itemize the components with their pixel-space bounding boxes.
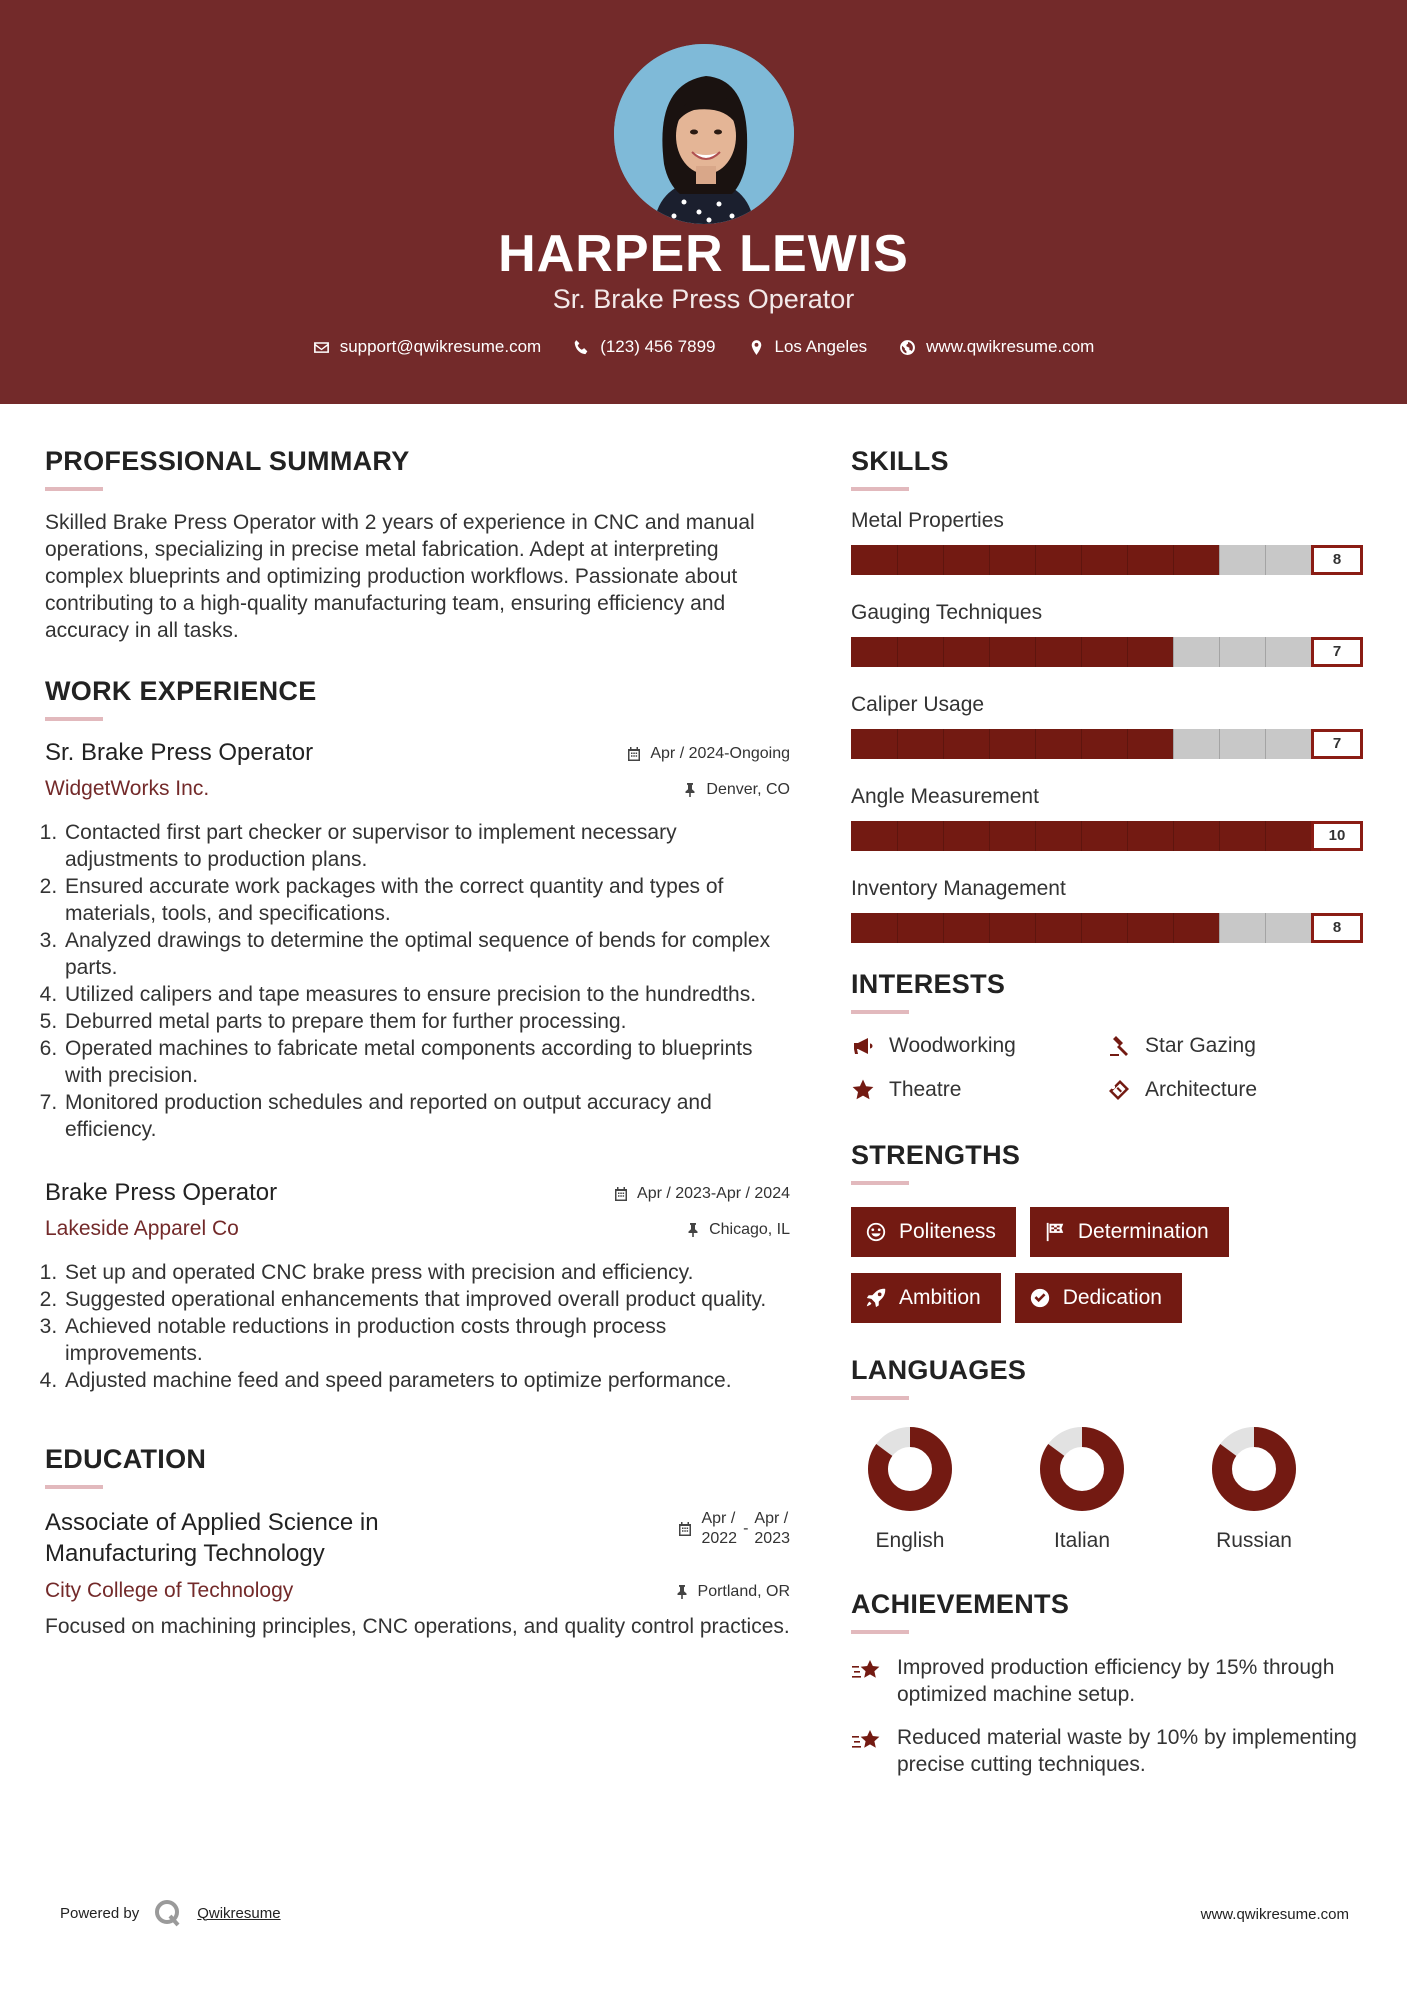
language-donut [867,1426,953,1512]
check-circle-icon [1029,1287,1051,1309]
skill-segment-divider [897,729,898,759]
skill-segment-divider [1035,637,1036,667]
skill-level: 7 [1311,637,1363,667]
interest-label: Theatre [889,1078,962,1101]
achievement-item [851,1654,1363,1708]
skill-segment-divider [989,729,990,759]
list-item: 2. Suggested operational enhancements that improved overall product quality. [63,1286,790,1313]
job-duties [45,1259,790,1394]
skill-level: 7 [1311,729,1363,759]
star-icon [851,1078,875,1102]
strength-tag [1015,1273,1182,1323]
job-company: Lakeside Apparel Co [45,1217,239,1240]
skill-segment-divider [1127,637,1128,667]
skill-segment-divider [1035,729,1036,759]
skill-fill [851,729,1173,759]
job-location [682,781,790,799]
skill-segment-divider [1173,637,1174,667]
skill-segment-divider [1081,821,1082,851]
list-item: 1. Set up and operated CNC brake press with precision and efficiency. [63,1259,790,1286]
contact-website[interactable] [899,337,1094,357]
language-item [1039,1426,1125,1553]
skill-name: Gauging Techniques [851,601,1043,624]
experience-heading: WORK EXPERIENCE [45,676,317,706]
skill-segment-divider [1173,821,1174,851]
education-date [677,1509,790,1549]
list-item: 4. Adjusted machine feed and speed parameters to optimize performance. [63,1367,790,1394]
skills-heading: SKILLS [851,446,949,476]
skill-fill [851,637,1173,667]
skill-segment-divider [1173,545,1174,575]
strengths-list [851,1207,1363,1323]
megaphone-icon [851,1034,875,1058]
job-date [626,745,790,763]
contact-bar [0,337,1407,357]
skill-name: Metal Properties [851,509,1004,532]
list-item: 5. Deburred metal parts to prepare them for further processing. [63,1008,790,1035]
skill-segment-divider [897,545,898,575]
skill-track [851,913,1311,943]
interest-label: Woodworking [889,1034,1016,1057]
skill-segment-divider [1265,913,1266,943]
calendar-icon [626,746,642,762]
job-location-text: Denver, CO [706,781,790,798]
job-entry [45,1179,790,1394]
experience-section [45,676,790,1394]
skill-segment-divider [1219,637,1220,667]
pushpin-icon [685,1222,701,1238]
skill-track [851,729,1311,759]
language-donut [1211,1426,1297,1512]
interests-list [851,1034,1363,1102]
calendar-icon [613,1186,629,1202]
education-section [45,1444,790,1640]
skill-level: 10 [1311,821,1363,851]
skill-segment-divider [897,913,898,943]
shooting-star-icon [851,1726,883,1756]
skill-segment-divider [1127,545,1128,575]
contact-phone[interactable] [573,337,715,357]
skill-bar [851,545,1363,575]
heading-underline [851,487,909,491]
education-heading: EDUCATION [45,1444,207,1474]
smiley-icon [865,1221,887,1243]
pushpin-icon [682,782,698,798]
powered-by-text: Powered by [60,1904,140,1922]
strength-label: Ambition [899,1286,981,1309]
achievement-text: Improved production efficiency by 15% through optimized machine setup. [897,1656,1335,1706]
contact-website-text: www.qwikresume.com [926,337,1095,356]
skill-bar [851,821,1363,851]
job-title: Sr. Brake Press Operator [45,739,314,766]
languages-heading: LANGUAGES [851,1355,1027,1385]
language-name: Russian [1216,1529,1292,1552]
achievements-heading: ACHIEVEMENTS [851,1589,1070,1619]
skill-name: Caliper Usage [851,693,985,716]
skill-segment-divider [943,545,944,575]
education-end-1: Apr / [754,1510,789,1527]
brand-link[interactable]: Qwikresume [197,1904,281,1922]
education-location [674,1583,790,1601]
skill-segment-divider [1081,729,1082,759]
skill-segment-divider [1081,637,1082,667]
skill-segment-divider [1127,729,1128,759]
language-item [1211,1426,1297,1553]
skill-segment-divider [1265,821,1266,851]
left-column [45,446,790,1640]
education-location-text: Portland, OR [697,1583,790,1600]
skill-bar [851,637,1363,667]
heading-underline [851,1630,909,1634]
languages-section [851,1355,1363,1553]
job-date-text: Apr / 2024-Ongoing [650,745,790,762]
skill-segment-divider [1127,913,1128,943]
language-name: English [875,1529,945,1552]
phone-icon [573,339,590,356]
list-item: 7. Monitored production schedules and reported on output accuracy and efficiency. [63,1089,790,1143]
skill-level: 8 [1311,913,1363,943]
strength-tag [851,1273,1001,1323]
heading-underline [45,1485,103,1489]
skill-segment-divider [943,821,944,851]
skill-segment-divider [989,821,990,851]
candidate-title: Sr. Brake Press Operator [552,284,855,314]
calendar-icon [677,1521,693,1537]
skill-bar [851,913,1363,943]
skill-item [851,785,1363,851]
skill-segment-divider [1081,913,1082,943]
qwikresume-logo-icon [153,1898,183,1928]
footer-website[interactable]: www.qwikresume.com [1200,1906,1349,1923]
globe-icon [899,339,916,356]
language-item [867,1426,953,1553]
degree-title [45,1507,379,1569]
interest-item [1107,1078,1363,1102]
language-donut [1039,1426,1125,1512]
languages-list [851,1426,1363,1553]
skill-item [851,601,1363,667]
degree-line-1: Associate of Applied Science in [45,1509,379,1536]
skills-list [851,509,1363,943]
skill-segment-divider [1035,545,1036,575]
strength-label: Determination [1077,1220,1209,1243]
shooting-star-icon [851,1656,883,1686]
skill-segment-divider [943,913,944,943]
skill-track [851,545,1311,575]
heading-underline [45,717,103,721]
job-location-text: Chicago, IL [709,1221,790,1238]
skill-segment-divider [1173,729,1174,759]
skill-segment-divider [989,637,990,667]
heading-underline [851,1010,909,1014]
strengths-heading: STRENGTHS [851,1140,1021,1170]
right-column [851,446,1363,1794]
list-item: 6. Operated machines to fabricate metal components according to blueprints with precision. [63,1035,790,1089]
skill-item [851,693,1363,759]
list-item: 1. Contacted first part checker or supervisor to implement necessary adjustments to production plans. [63,819,790,873]
skill-bar [851,729,1363,759]
summary-text: Skilled Brake Press Operator with 2 years of experience in CNC and manual operations, specializing in precise metal fabrication. Adept at interpreting complex blueprints and optimizing production workflows. Passionate about contributing to a high-quality manufacturing team, ensuring efficiency and accuracy in all tasks. [45,511,755,642]
skill-segment-divider [1265,545,1266,575]
interest-item [1107,1034,1363,1058]
list-item: 3. Achieved notable reductions in production costs through process improvements. [63,1313,790,1367]
skill-segment-divider [989,913,990,943]
job-entry [45,739,790,1143]
candidate-name: HARPER LEWIS [498,225,909,283]
interests-section [851,969,1363,1102]
skill-segment-divider [1035,821,1036,851]
achievement-item [851,1724,1363,1778]
skills-section [851,446,1363,943]
skill-segment-divider [1265,729,1266,759]
rocket-icon [865,1287,887,1309]
summary-heading: PROFESSIONAL SUMMARY [45,446,410,476]
job-title: Brake Press Operator [45,1179,278,1206]
interest-item [851,1078,1107,1102]
list-item: 3. Analyzed drawings to determine the optimal sequence of bends for complex parts. [63,927,790,981]
education-description: Focused on machining principles, CNC operations, and quality control practices. [45,1615,790,1638]
skill-segment-divider [1081,545,1082,575]
heading-underline [851,1181,909,1185]
job-location [685,1221,790,1239]
achievements-section [851,1589,1363,1778]
date-separator: - [743,1520,749,1537]
degree-line-2: Manufacturing Technology [45,1540,325,1567]
skill-segment-divider [1173,913,1174,943]
pushpin-icon [674,1584,690,1600]
map-pin-icon [748,339,765,356]
heading-underline [851,1396,909,1400]
language-name: Italian [1053,1529,1111,1552]
profile-photo [614,44,794,224]
heading-underline [45,487,103,491]
school-name: City College of Technology [45,1579,294,1602]
education-end-2: 2023 [754,1530,790,1547]
summary-section [45,446,790,644]
contact-location [748,337,868,357]
strengths-section [851,1140,1363,1323]
skill-segment-divider [897,637,898,667]
skill-level: 8 [1311,545,1363,575]
skill-item [851,509,1363,575]
ticket-icon [1107,1078,1131,1102]
strength-label: Dedication [1062,1286,1162,1309]
skill-name: Inventory Management [851,877,1066,900]
skill-segment-divider [1219,821,1220,851]
skill-segment-divider [943,729,944,759]
envelope-icon [313,339,330,356]
skill-item [851,877,1363,943]
strength-tag [1030,1207,1229,1257]
list-item: 2. Ensured accurate work packages with the correct quantity and types of materials, tools, and specifications. [63,873,790,927]
resume-header [0,0,1407,404]
education-start-2: 2022 [701,1530,738,1547]
interest-label: Architecture [1145,1078,1258,1101]
strength-tag [851,1207,1016,1257]
skill-segment-divider [897,821,898,851]
contact-location-text: Los Angeles [774,337,868,356]
skill-track [851,637,1311,667]
skill-segment-divider [1265,637,1266,667]
contact-email[interactable] [313,337,542,357]
interests-heading: INTERESTS [851,969,1006,999]
skill-segment-divider [1219,729,1220,759]
contact-email-text: support@qwikresume.com [339,337,542,356]
strength-label: Politeness [899,1220,996,1243]
job-date-text: Apr / 2023-Apr / 2024 [637,1185,790,1202]
skill-name: Angle Measurement [851,785,1039,808]
footer-powered-by [60,1898,281,1928]
interest-label: Star Gazing [1145,1034,1256,1057]
achievement-text: Reduced material waste by 10% by implementing precise cutting techniques. [897,1726,1357,1776]
skill-segment-divider [943,637,944,667]
interest-item [851,1034,1107,1058]
skill-segment-divider [1219,545,1220,575]
skill-segment-divider [1127,821,1128,851]
job-duties [45,819,790,1143]
job-date [613,1185,790,1203]
skill-segment-divider [1035,913,1036,943]
skill-track [851,821,1311,851]
gavel-icon [1107,1034,1131,1058]
contact-phone-text: (123) 456 7899 [600,337,716,356]
job-company: WidgetWorks Inc. [45,777,210,800]
skill-segment-divider [989,545,990,575]
education-start-1: Apr / [701,1510,736,1527]
flag-icon [1044,1221,1066,1243]
list-item: 4. Utilized calipers and tape measures to ensure precision to the hundredths. [63,981,790,1008]
skill-segment-divider [1219,913,1220,943]
